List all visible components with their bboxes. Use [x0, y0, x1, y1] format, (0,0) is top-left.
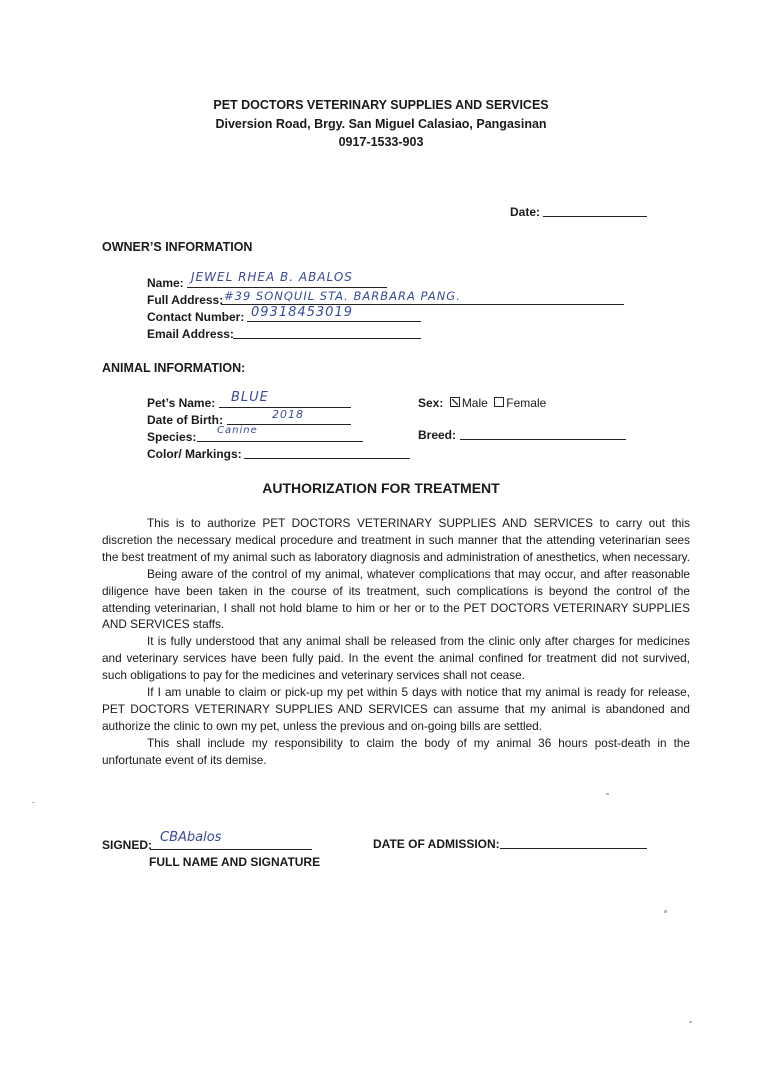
signed-label: SIGNED:	[102, 838, 153, 852]
owner-email-field[interactable]	[233, 338, 421, 339]
animal-heading: ANIMAL INFORMATION:	[102, 361, 246, 375]
company-phone: 0917-1533-903	[338, 135, 424, 149]
owner-heading: OWNER’S INFORMATION	[102, 240, 253, 254]
breed-field[interactable]	[460, 439, 626, 440]
owner-contact-field[interactable]	[247, 321, 421, 322]
authorization-paragraph: This is to authorize PET DOCTORS VETERINARY SUPPLIES AND SERVICES to carry out this discretion the necessary medical procedure and treatment in such manner that the attending veterinarian sees the best treatment of my animal such as laboratory diagnosis and administration of anesthetics, when necessary.	[102, 516, 690, 564]
scan-speck	[664, 910, 667, 913]
signature-field[interactable]	[150, 849, 312, 850]
species-field[interactable]	[197, 441, 363, 442]
species-label: Species:	[147, 430, 197, 444]
color-label: Color/ Markings:	[147, 447, 242, 461]
owner-contact-label: Contact Number:	[147, 310, 245, 324]
color-field[interactable]	[244, 458, 410, 459]
pet-name-label: Pet’s Name:	[147, 396, 216, 410]
owner-address-label: Full Address:	[147, 293, 224, 307]
authorization-body	[102, 515, 690, 769]
signature-caption: FULL NAME AND SIGNATURE	[149, 855, 321, 869]
owner-name-label: Name:	[147, 276, 184, 290]
sex-label: Sex:	[418, 396, 444, 410]
authorization-title: AUTHORIZATION FOR TREATMENT	[262, 480, 500, 496]
species-value: Canine	[217, 425, 258, 436]
dob-label: Date of Birth:	[147, 413, 223, 427]
scan-speck	[606, 793, 609, 795]
admission-date-field[interactable]	[500, 848, 647, 849]
pet-name-value: BLUE	[231, 390, 269, 405]
scan-speck	[689, 1021, 692, 1023]
company-address: Diversion Road, Brgy. San Miguel Calasiao, Pangasinan	[215, 117, 547, 131]
scan-speck	[32, 802, 35, 803]
male-checkbox-icon[interactable]	[450, 397, 460, 407]
owner-name-value: JEWEL RHEA B. ABALOS	[191, 270, 353, 284]
female-option-label: Female	[506, 396, 547, 410]
signature-value: CBAbalos	[160, 830, 222, 845]
breed-label: Breed:	[418, 428, 457, 442]
authorization-paragraph: This shall include my responsibility to claim the body of my animal 36 hours post-death in the unfortunate event of its demise.	[102, 735, 690, 767]
authorization-paragraph: If I am unable to claim or pick-up my pet within 5 days with notice that my animal is ready for release, PET DOCTORS VETERINARY SUPPLIES AND SERVICES can assume that my animal is abandoned and authorize the clinic to own my pet, unless the previous and on-going bills are settled.	[102, 685, 690, 733]
date-label: Date:	[510, 205, 541, 219]
male-option-label: Male	[461, 396, 488, 410]
owner-contact-value: 09318453019	[251, 305, 353, 320]
authorization-paragraph: It is fully understood that any animal shall be released from the clinic only after charges for medicines and veterinary services have been fully paid. In the event the animal confined for treatment did not survived, such obligations to pay for the medicines and veterinary services shall not cease.	[102, 634, 690, 683]
female-checkbox-icon[interactable]	[494, 397, 504, 407]
date-field[interactable]	[543, 216, 647, 217]
owner-email-label: Email Address:	[147, 327, 234, 341]
authorization-paragraph: Being aware of the control of my animal, whatever complications that may occur, and after reasonable diligence have been taken in the course of its treatment, such complications is beyond the control of the attending veterinarian, I shall not hold blame to him or her or to the PET DOCTORS VETERINARY SUPPLIES AND SERVICES staffs.	[102, 566, 690, 632]
owner-name-field[interactable]	[187, 287, 387, 288]
admission-date-label: DATE OF ADMISSION:	[373, 837, 500, 851]
dob-value: 2018	[272, 408, 304, 421]
sex-row	[418, 394, 546, 412]
owner-address-value: #39 SONQUIL STA. BARBARA PANG.	[224, 289, 461, 303]
company-name: PET DOCTORS VETERINARY SUPPLIES AND SERVICES	[213, 98, 549, 112]
